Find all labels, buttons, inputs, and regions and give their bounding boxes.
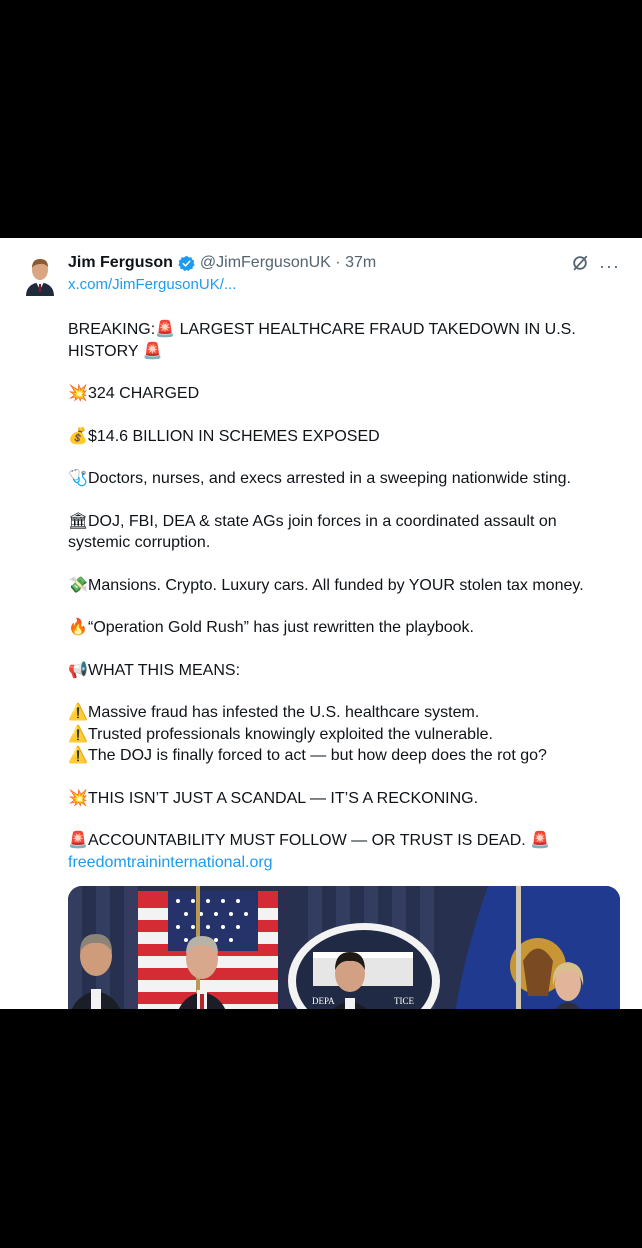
warning-line-1 <box>68 702 620 724</box>
warning-icon: ⚠️ <box>68 725 88 743</box>
avatar[interactable] <box>22 252 58 296</box>
accountability-text: ACCOUNTABILITY MUST FOLLOW — OR TRUST IS DEAD. <box>88 832 526 849</box>
charged-text: 324 CHARGED <box>88 385 200 402</box>
seal-text-left: DEPA <box>312 996 335 1006</box>
breaking-headline: LARGEST HEALTHCARE FRAUD TAKEDOWN IN U.S. HISTORY <box>68 321 576 360</box>
means-text: WHAT THIS MEANS: <box>88 661 241 679</box>
warning-text-2: Trusted professionals knowingly exploited the vulnerable. <box>88 725 493 743</box>
author-handle-time[interactable]: @JimFergusonUK · 37m <box>199 254 377 271</box>
warning-icon: ⚠️ <box>68 704 88 721</box>
tweet-header <box>68 254 622 300</box>
siren-icon: 🚨 <box>155 321 176 338</box>
tweet-paragraph-agencies <box>68 511 620 554</box>
breaking-label: BREAKING: <box>68 321 156 338</box>
verified-badge-icon <box>178 255 195 272</box>
bank-icon: 🏛 <box>68 512 89 530</box>
grok-icon[interactable] <box>571 254 589 277</box>
tweet-paragraph-accountability <box>68 830 620 852</box>
seal-text-right: TICE <box>394 996 414 1006</box>
tweet-body <box>68 319 620 873</box>
profile-link[interactable]: x.com/JimFergusonUK/... <box>68 276 237 293</box>
warning-line-3 <box>68 745 620 767</box>
external-link[interactable]: freedomtraininternational.org <box>68 853 273 871</box>
tweet-paragraph-charged <box>68 383 620 405</box>
tweet-paragraph-reckoning <box>68 788 620 810</box>
tweet-paragraph-operation <box>68 617 620 639</box>
fire-icon: 🔥 <box>68 619 88 636</box>
stethoscope-icon: 🩺 <box>68 470 88 487</box>
arrests-text: Doctors, nurses, and execs arrested in a sweeping nationwide sting. <box>88 470 571 487</box>
more-options-icon[interactable]: ··· <box>599 255 620 276</box>
tweet-paragraph-arrests <box>68 468 620 490</box>
tweet-card[interactable] <box>0 238 642 1009</box>
money-bag-icon: 💰 <box>68 427 88 445</box>
megaphone-icon: 📢 <box>68 661 88 679</box>
siren-icon: 🚨 <box>142 342 163 360</box>
reckoning-text: THIS ISN’T JUST A SCANDAL — IT’S A RECKONING. <box>88 789 479 807</box>
collision-icon: 💥 <box>68 385 88 402</box>
collision-icon: 💥 <box>68 789 88 807</box>
warning-text-3: The DOJ is finally forced to act — but how deep does the rot go? <box>88 747 547 764</box>
tweet-paragraph-breaking <box>68 319 620 362</box>
billion-text: $14.6 BILLION IN SCHEMES EXPOSED <box>88 427 380 445</box>
warning-line-2 <box>68 724 620 746</box>
tweet-paragraph-mansions <box>68 575 620 597</box>
author-name[interactable]: Jim Ferguson <box>68 254 173 271</box>
operation-text: “Operation Gold Rush” has just rewritten the playbook. <box>88 619 474 636</box>
warning-icon: ⚠️ <box>68 747 88 764</box>
tweet-paragraph-billion <box>68 426 620 448</box>
mansions-text: Mansions. Crypto. Luxury cars. All funded by YOUR stolen tax money. <box>88 576 584 594</box>
tweet-media-image[interactable] <box>68 886 620 1009</box>
warning-text-1: Massive fraud has infested the U.S. healthcare system. <box>88 704 480 721</box>
tweet-paragraph-means <box>68 660 620 682</box>
siren-icon: 🚨 <box>530 832 551 849</box>
agencies-text: DOJ, FBI, DEA & state AGs join forces in a coordinated assault on systemic corruption. <box>68 512 557 551</box>
money-wings-icon: 💸 <box>68 576 88 594</box>
siren-icon: 🚨 <box>68 832 88 849</box>
